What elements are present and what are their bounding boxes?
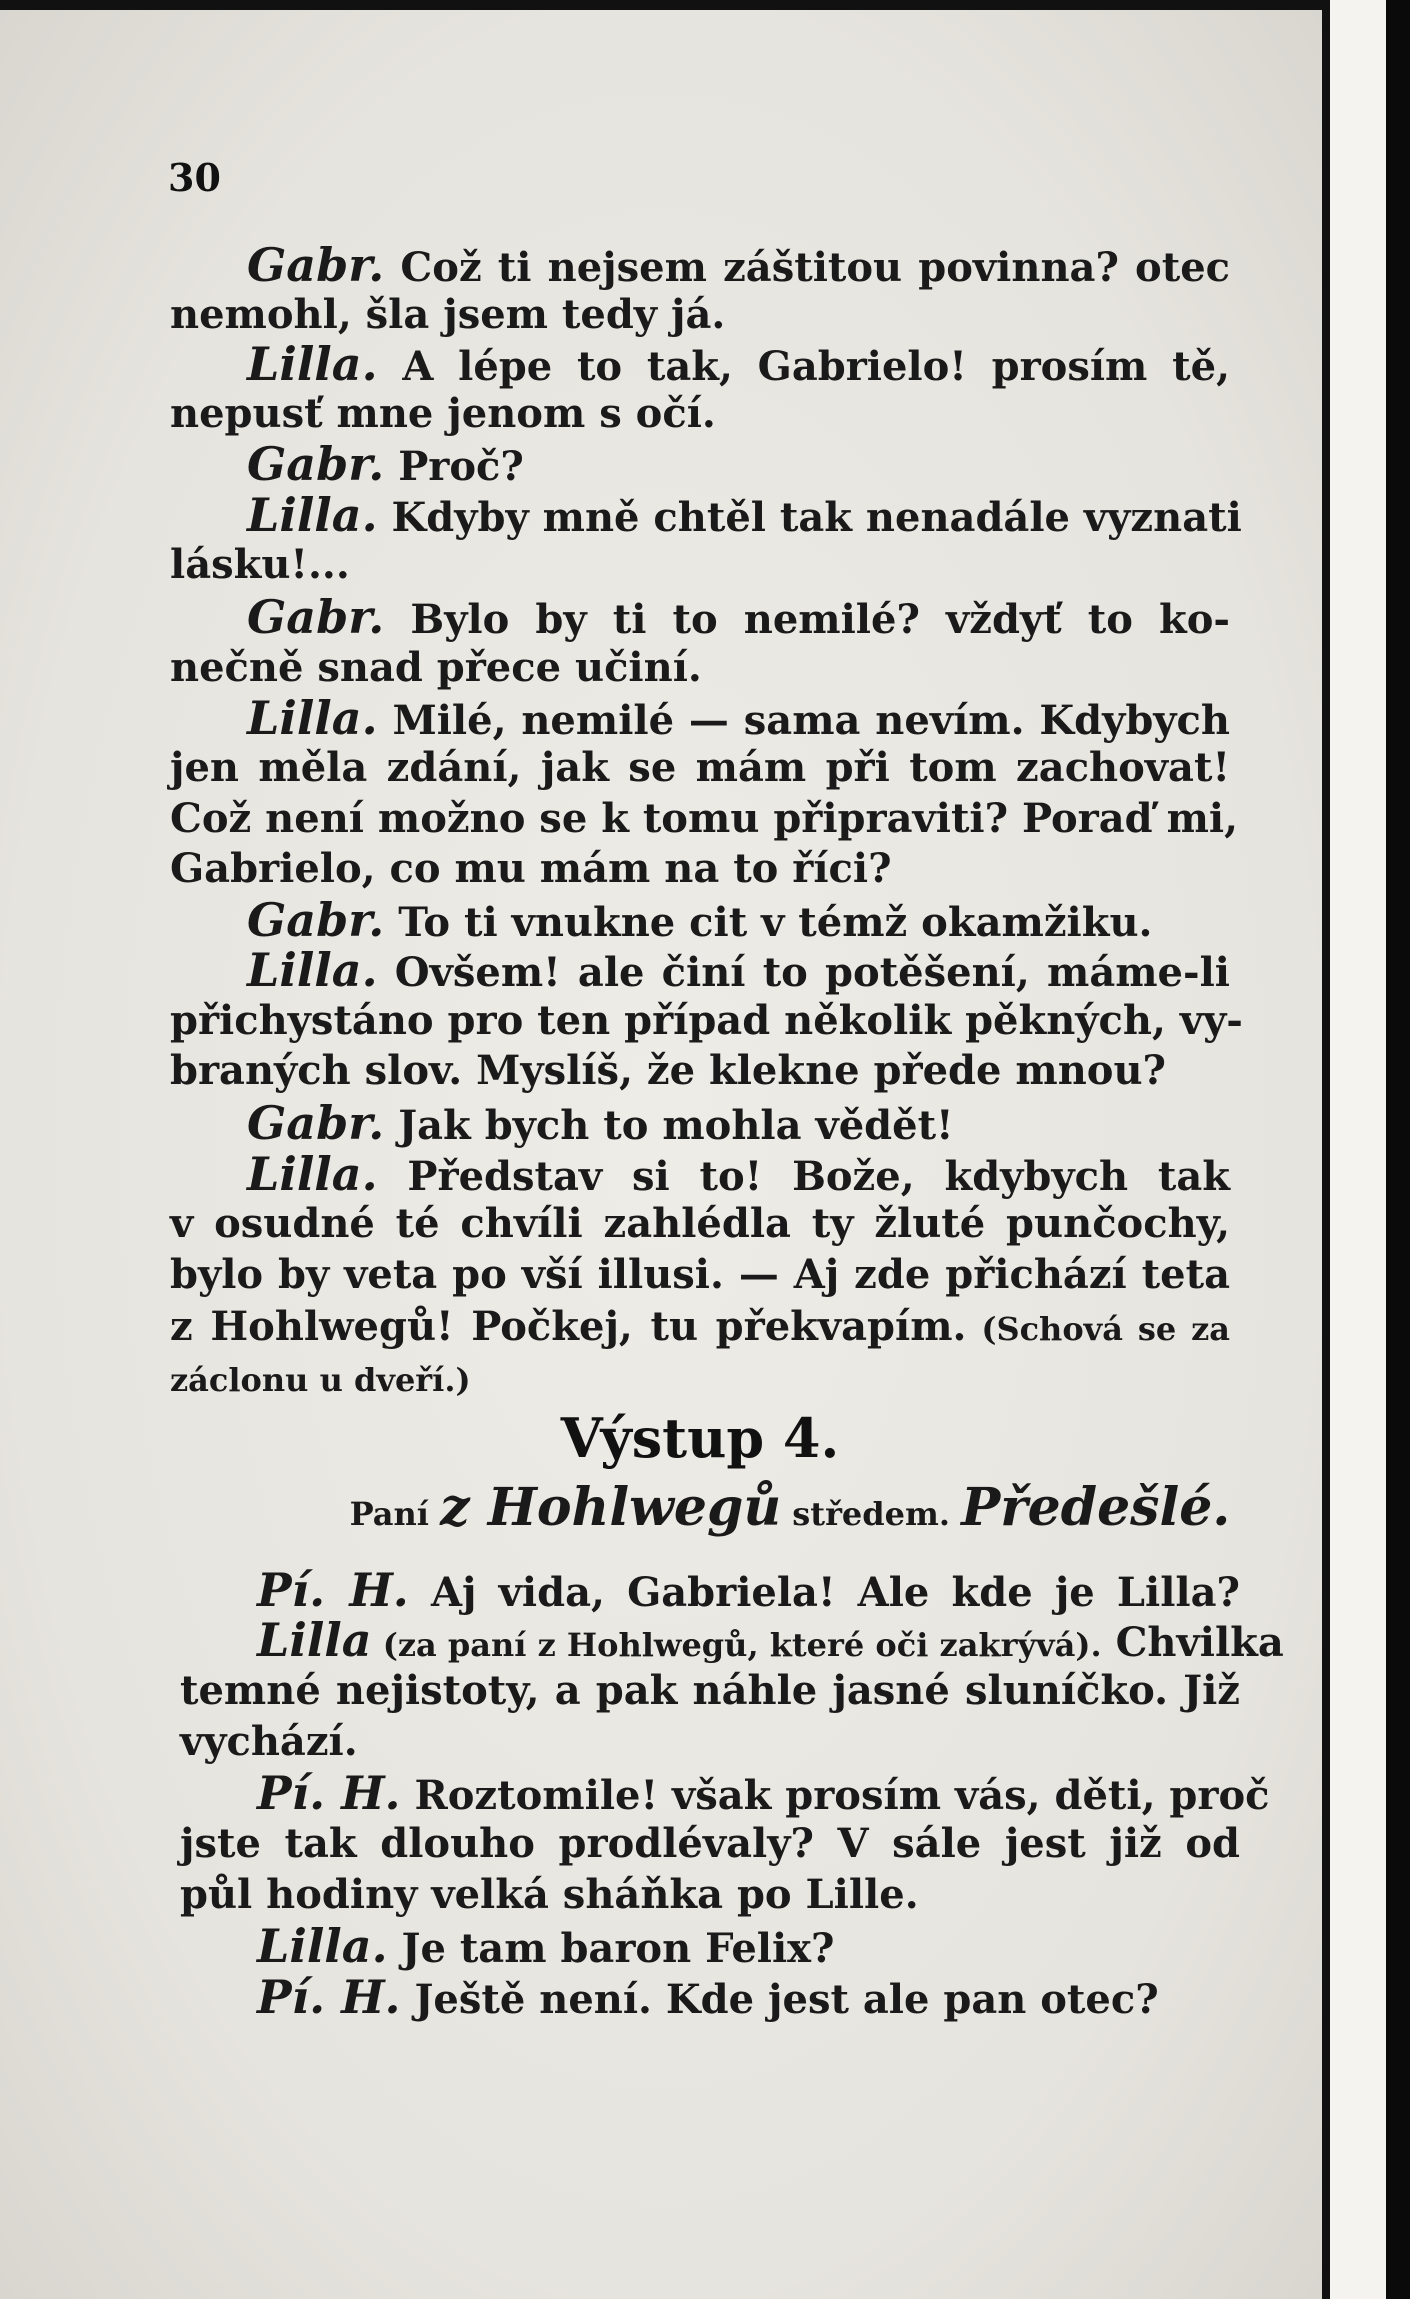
text-line: Gabr. Což ti nejsem záštitou povinna? otec — [247, 238, 1230, 292]
text-line: nepusť mne jenom s očí. — [170, 390, 716, 437]
text-line: Gabr. Jak bych to mohla vědět! — [247, 1096, 954, 1150]
text-line: Což není možno se k tomu připraviti? Poraď mi, — [170, 795, 1239, 842]
text-line: záclonu u dveří.) — [170, 1361, 471, 1399]
text-line: Pí. H. Roztomile! však prosím vás, děti, proč — [257, 1766, 1270, 1820]
text-line: Gabrielo, co mu mám na to říci? — [170, 845, 892, 892]
text-line: Pí. H. Ještě není. Kde jest ale pan otec? — [257, 1970, 1159, 2024]
text-line: jen měla zdání, jak se mám při tom zachovat! — [170, 744, 1230, 791]
text-line: Lilla. A lépe to tak, Gabrielo! prosím tě, — [247, 337, 1230, 391]
text-line: Lilla. Kdyby mně chtěl tak nenadále vyznati — [247, 488, 1242, 542]
text-line: Lilla. Ovšem! ale činí to potěšení, máme-li — [247, 943, 1230, 997]
text-line: Gabr. To ti vnukne cit v témž okamžiku. — [247, 893, 1153, 947]
text-line: Pí. H. Aj vida, Gabriela! Ale kde je Lilla? — [257, 1563, 1240, 1617]
scan-border-top — [0, 0, 1410, 10]
text-line: jste tak dlouho prodlévaly? V sále jest již od — [180, 1820, 1240, 1867]
text-line: lásku!... — [170, 541, 350, 588]
text-line: přichystáno pro ten případ několik pěkných, vy- — [170, 997, 1243, 1044]
scene-title: Výstup 4. — [560, 1406, 840, 1470]
text-line: braných slov. Myslíš, že klekne přede mnou? — [170, 1047, 1166, 1094]
text-line: temné nejistoty, a pak náhle jasné sluníčko. Již — [180, 1667, 1240, 1714]
page-number: 30 — [168, 155, 221, 200]
text-line: Gabr. Bylo by ti to nemilé? vždyť to ko- — [247, 590, 1230, 644]
text-line: Gabr. Proč? — [247, 437, 524, 491]
text-line: nečně snad přece učiní. — [170, 644, 702, 691]
text-line: Lilla (za paní z Hohlwegů, které oči zakrývá). Chvilka — [257, 1613, 1284, 1667]
text-line: vychází. — [180, 1718, 358, 1765]
stage-direction: Paní z Hohlwegů středem. Předešlé. — [349, 1477, 1231, 1538]
scan-border-right — [1386, 0, 1410, 2299]
text-line: z Hohlwegů! Počkej, tu překvapím. (Schová se za — [170, 1303, 1230, 1350]
scan-gutter — [1322, 0, 1330, 2299]
text-line: Lilla. Je tam baron Felix? — [257, 1919, 835, 1973]
text-line: bylo by veta po vší illusi. — Aj zde přichází teta — [170, 1251, 1230, 1298]
text-line: v osudné té chvíli zahlédla ty žluté punčochy, — [170, 1200, 1230, 1247]
text-line: nemohl, šla jsem tedy já. — [170, 291, 726, 338]
text-line: půl hodiny velká sháňka po Lille. — [180, 1871, 919, 1918]
text-line: Lilla. Milé, nemilé — sama nevím. Kdybych — [247, 691, 1230, 745]
text-line: Lilla. Představ si to! Bože, kdybych tak — [247, 1147, 1230, 1201]
